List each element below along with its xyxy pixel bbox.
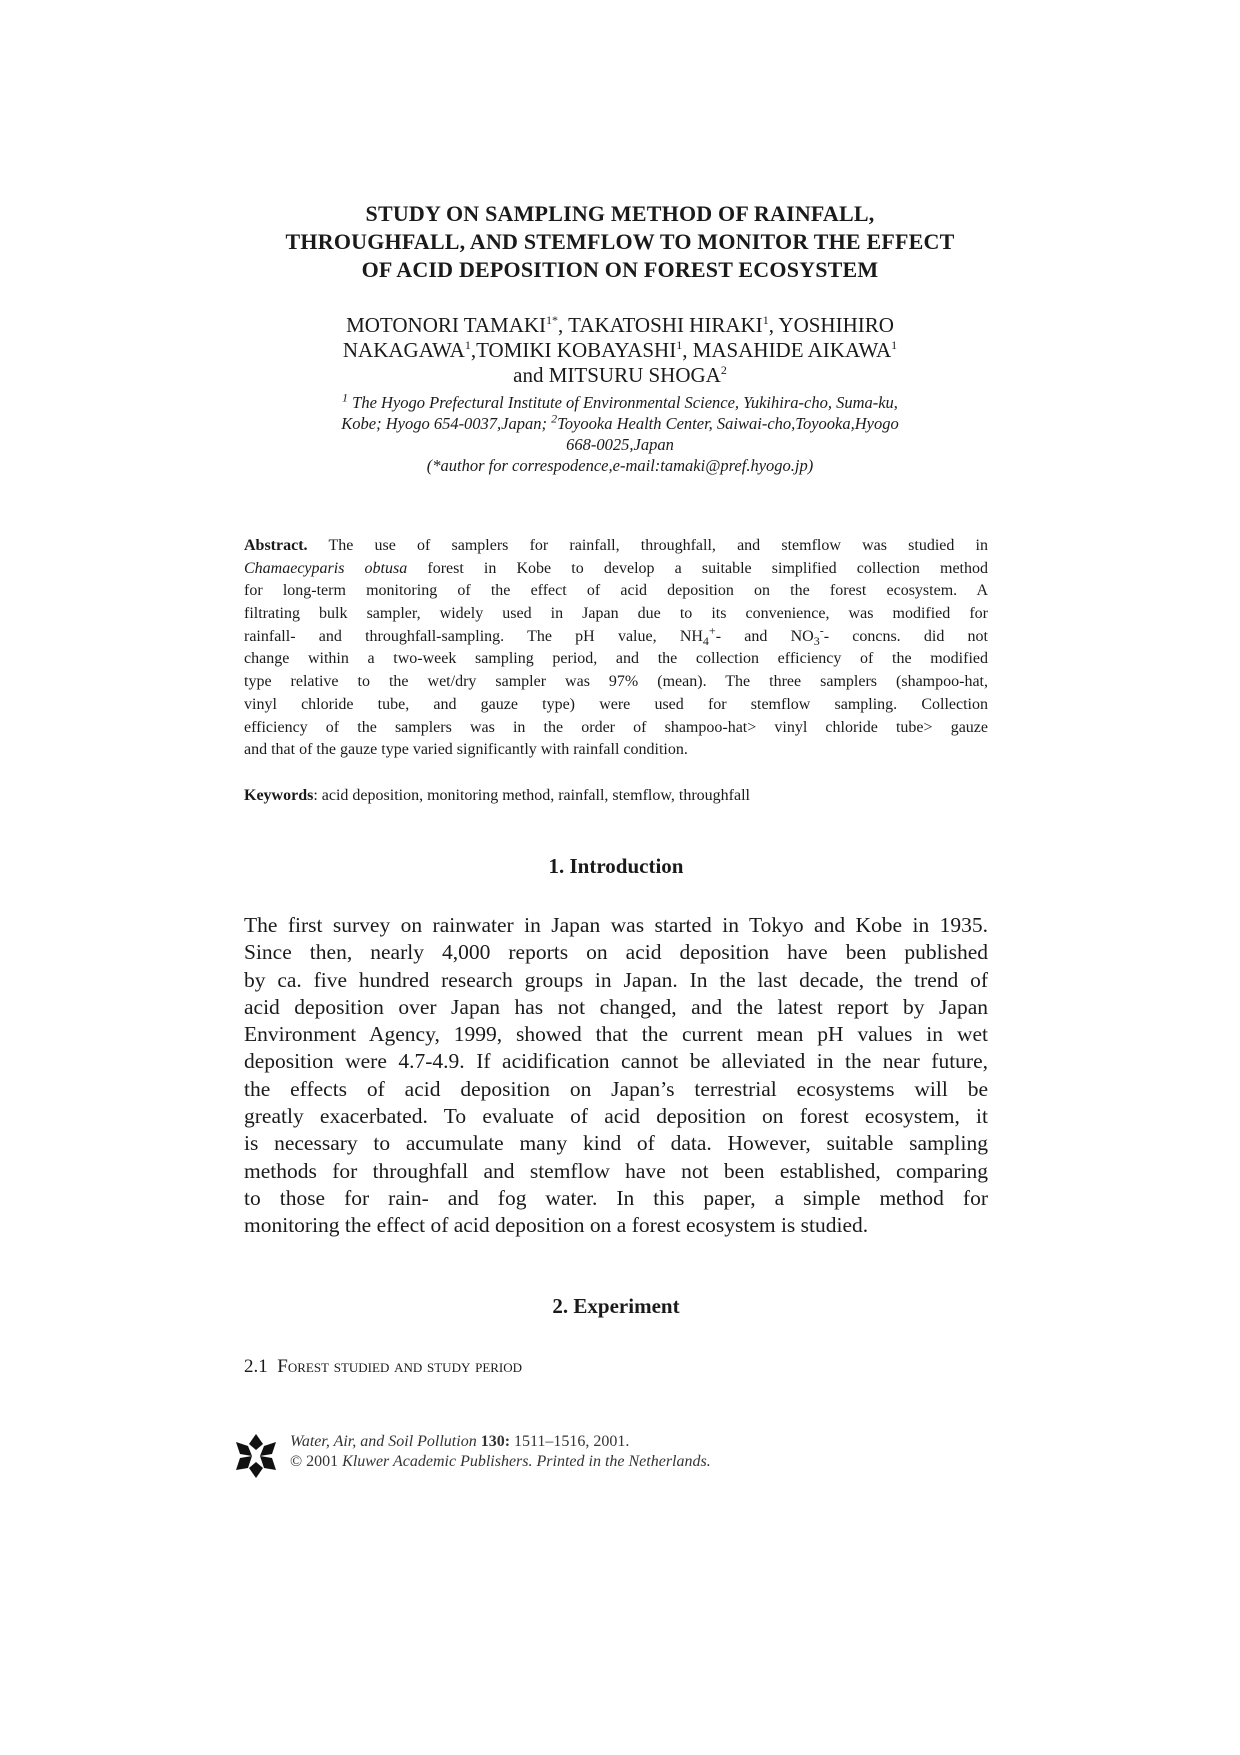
abstract-line: vinyl chloride tube, and gauze type) were used for stemflow sampling. Collection — [244, 695, 988, 713]
abstract-line: for long-term monitoring of the effect of acid deposition on the forest ecosystem. A — [244, 582, 988, 600]
abstract-text: The use of samplers for rainfall, throughfall, and stemflow was studied in — [307, 537, 988, 554]
author-name: NAKAGAWA — [342, 338, 465, 362]
abstract-line: change within a two-week sampling period, and the collection efficiency of the modified — [244, 650, 988, 668]
author-line-3 — [230, 363, 1010, 388]
subscript: 3 — [813, 633, 820, 648]
abstract-line: type relative to the wet/dry sampler was 97% (mean). The three samplers (shampoo-hat, — [244, 673, 988, 691]
author-name: ,TOMIKI KOBAYASHI — [470, 338, 677, 362]
affil-mark: 1 — [342, 390, 349, 405]
publisher-text: Kluwer Academic Publishers. Printed in the Netherlands. — [342, 1453, 711, 1470]
species-name: Chamaecyparis obtusa — [244, 559, 408, 577]
keywords-label: Keywords — [244, 787, 314, 804]
abstract-line — [244, 558, 988, 581]
title-line-1: STUDY ON SAMPLING METHOD OF RAINFALL, — [365, 201, 875, 226]
title-line-3: OF ACID DEPOSITION ON FOREST ECOSYSTEM — [361, 257, 879, 282]
title-line-2: THROUGHFALL, AND STEMFLOW TO MONITOR THE EFFECT — [285, 229, 955, 254]
abstract-line — [244, 623, 988, 649]
author-affil-mark: 1 — [891, 338, 898, 352]
affiliations — [230, 392, 1010, 476]
section-heading-experiment: 2. Experiment — [552, 1294, 680, 1318]
author-name: and MITSURU SHOGA — [513, 363, 721, 387]
author-list — [230, 313, 1010, 388]
body-line: the effects of acid deposition on Japan’s terrestrial ecosystems will be — [244, 1076, 988, 1101]
superscript: - — [819, 623, 824, 638]
affiliation-line-1 — [230, 392, 1010, 413]
affil-mark: 2 — [551, 411, 558, 426]
author-affil-mark: 1* — [546, 313, 559, 327]
journal-name: Water, Air, and Soil Pollution — [290, 1433, 477, 1450]
author-affil-mark: 1 — [464, 338, 471, 352]
keywords — [244, 785, 988, 807]
body-line: acid deposition over Japan has not changed, and the latest report by Japan — [244, 994, 988, 1019]
journal-pages: 1511–1516, 2001. — [510, 1433, 630, 1450]
author-name: , TAKATOSHI HIRAKI — [558, 313, 763, 337]
body-line: by ca. five hundred research groups in Japan. In the last decade, the trend of — [244, 967, 988, 992]
body-line: The first survey on rainwater in Japan was started in Tokyo and Kobe in 1935. — [244, 913, 988, 937]
author-name: MOTONORI TAMAKI — [346, 313, 547, 337]
affiliation-text: Kobe; Hyogo 654-0037,Japan; — [341, 414, 552, 433]
author-name: , MASAHIDE AIKAWA — [682, 338, 892, 362]
body-line: Since then, nearly 4,000 reports on acid deposition have been published — [244, 940, 988, 965]
affiliation-text: The Hyogo Prefectural Institute of Environmental Science, Yukihira-cho, Suma-ku, — [348, 393, 898, 412]
abstract-block — [244, 535, 988, 762]
author-affil-mark: 1 — [762, 313, 769, 327]
abstract-line: efficiency of the samplers was in the order of shampoo-hat> vinyl chloride tube> gauze — [244, 718, 988, 736]
body-line: Environment Agency, 1999, showed that the current mean pH values in wet — [244, 1022, 988, 1047]
author-line-1 — [230, 313, 1010, 338]
journal-footer — [236, 1432, 936, 1492]
affiliation-text: Toyooka Health Center, Saiwai-cho,Toyooka,Hyogo — [557, 414, 899, 433]
abstract-line — [244, 535, 988, 558]
section-heading-introduction: 1. Introduction — [548, 854, 684, 878]
subscript: 4 — [702, 633, 709, 648]
affiliation-line-2 — [230, 413, 1010, 434]
subsection-number: 2.1 — [244, 1356, 268, 1377]
citation-line-2 — [290, 1452, 711, 1472]
author-name: , YOSHIHIRO — [768, 313, 894, 337]
journal-volume: 130: — [480, 1433, 511, 1450]
abstract-line: filtrating bulk sampler, widely used in Japan due to its convenience, was modified for — [244, 605, 988, 623]
citation-line-1 — [290, 1432, 711, 1452]
introduction-body — [244, 912, 988, 1240]
superscript: + — [708, 623, 716, 638]
subsection-title: Forest studied and study period — [277, 1356, 523, 1377]
publisher-logo-icon — [236, 1434, 276, 1478]
body-line: deposition were 4.7-4.9. If acidification cannot be alleviated in the near future, — [244, 1049, 988, 1074]
paper-title — [230, 200, 1010, 284]
author-affil-mark: 2 — [720, 363, 727, 377]
body-line: to those for rain- and fog water. In this paper, a simple method for — [244, 1185, 988, 1210]
correspondence-line: (*author for correspodence,e-mail:tamaki@pref.hyogo.jp) — [426, 456, 814, 475]
abstract-text: - concns. did not — [823, 627, 988, 645]
abstract-label: Abstract. — [244, 537, 308, 554]
author-line-2 — [230, 338, 1010, 363]
body-line: monitoring the effect of acid deposition on a forest ecosystem is studied. — [244, 1213, 869, 1238]
body-line: greatly exacerbated. To evaluate of acid deposition on forest ecosystem, it — [244, 1104, 988, 1129]
abstract-text: rainfall- and throughfall-sampling. The pH value, NH — [244, 627, 703, 645]
abstract-text: - and NO — [715, 627, 814, 645]
affiliation-line-3: 668-0025,Japan — [566, 435, 674, 454]
citation-text — [290, 1432, 711, 1472]
abstract-text: forest in Kobe to develop a suitable simplified collection method — [407, 559, 988, 577]
keywords-text: : acid deposition, monitoring method, rainfall, stemflow, throughfall — [313, 787, 750, 804]
body-line: is necessary to accumulate many kind of data. However, suitable sampling — [244, 1131, 988, 1156]
subsection-heading — [244, 1355, 522, 1379]
body-line: methods for throughfall and stemflow have not been established, comparing — [244, 1158, 988, 1183]
abstract-line: and that of the gauze type varied significantly with rainfall condition. — [244, 741, 688, 759]
copyright-text: © 2001 — [290, 1453, 343, 1470]
author-affil-mark: 1 — [676, 338, 683, 352]
